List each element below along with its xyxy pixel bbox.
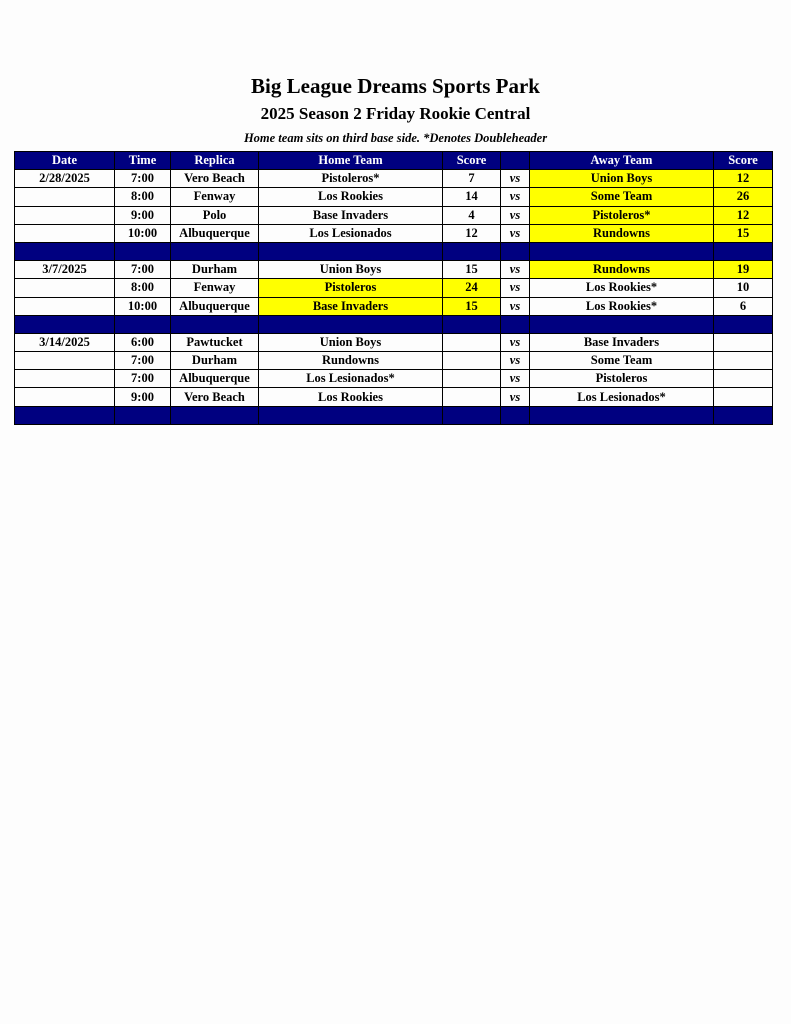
separator-cell <box>501 406 530 424</box>
table-row <box>15 206 773 224</box>
table-row <box>15 352 773 370</box>
cell-away-team: Pistoleros <box>530 370 714 388</box>
cell-date <box>15 388 115 406</box>
page-subtitle: 2025 Season 2 Friday Rookie Central <box>260 104 531 123</box>
cell-date <box>15 352 115 370</box>
cell-away-score <box>714 352 773 370</box>
separator-cell <box>443 406 501 424</box>
cell-away-team: Rundowns <box>530 261 714 279</box>
page-title: Big League Dreams Sports Park <box>251 74 540 98</box>
schedule-note: Home team sits on third base side. *Denotes Doubleheader <box>243 131 548 145</box>
cell-date <box>15 370 115 388</box>
column-header-vs <box>501 152 530 170</box>
separator-cell <box>115 406 171 424</box>
cell-time: 6:00 <box>115 333 171 351</box>
cell-vs: vs <box>501 170 530 188</box>
cell-time: 8:00 <box>115 188 171 206</box>
cell-away-team: Base Invaders <box>530 333 714 351</box>
cell-away-score <box>714 370 773 388</box>
cell-home-score <box>443 388 501 406</box>
cell-away-score: 6 <box>714 297 773 315</box>
table-row <box>15 297 773 315</box>
cell-away-team: Los Lesionados* <box>530 388 714 406</box>
separator-cell <box>115 242 171 260</box>
cell-replica: Vero Beach <box>171 388 259 406</box>
cell-away-score <box>714 333 773 351</box>
cell-vs: vs <box>501 261 530 279</box>
cell-home-score <box>443 352 501 370</box>
separator-cell <box>714 315 773 333</box>
column-header-replica: Replica <box>171 152 259 170</box>
schedule-table <box>14 151 773 425</box>
cell-date: 2/28/2025 <box>15 170 115 188</box>
separator-cell <box>259 406 443 424</box>
cell-replica: Albuquerque <box>171 370 259 388</box>
cell-home-team: Rundowns <box>259 352 443 370</box>
cell-vs: vs <box>501 297 530 315</box>
cell-home-score: 7 <box>443 170 501 188</box>
cell-replica: Fenway <box>171 279 259 297</box>
cell-away-team: Los Rookies* <box>530 279 714 297</box>
cell-vs: vs <box>501 370 530 388</box>
cell-date <box>15 188 115 206</box>
column-header-time: Time <box>115 152 171 170</box>
table-header-row <box>15 152 773 170</box>
column-header-home-team: Home Team <box>259 152 443 170</box>
cell-time: 10:00 <box>115 224 171 242</box>
cell-date: 3/7/2025 <box>15 261 115 279</box>
cell-date <box>15 297 115 315</box>
cell-home-score: 4 <box>443 206 501 224</box>
separator-cell <box>530 315 714 333</box>
cell-replica: Polo <box>171 206 259 224</box>
column-header-home-score: Score <box>443 152 501 170</box>
cell-home-score <box>443 333 501 351</box>
cell-time: 7:00 <box>115 370 171 388</box>
cell-vs: vs <box>501 279 530 297</box>
cell-away-team: Union Boys <box>530 170 714 188</box>
separator-cell <box>259 242 443 260</box>
separator-cell <box>530 406 714 424</box>
cell-vs: vs <box>501 206 530 224</box>
table-row <box>15 170 773 188</box>
cell-date <box>15 224 115 242</box>
separator-cell <box>714 242 773 260</box>
cell-date <box>15 206 115 224</box>
separator-cell <box>171 315 259 333</box>
separator-cell <box>443 242 501 260</box>
separator-cell <box>501 242 530 260</box>
separator-cell <box>259 315 443 333</box>
cell-vs: vs <box>501 333 530 351</box>
cell-home-team: Los Rookies <box>259 388 443 406</box>
separator-cell <box>15 242 115 260</box>
cell-date: 3/14/2025 <box>15 333 115 351</box>
cell-vs: vs <box>501 352 530 370</box>
separator-cell <box>530 242 714 260</box>
cell-replica: Albuquerque <box>171 297 259 315</box>
table-row <box>15 388 773 406</box>
cell-time: 7:00 <box>115 170 171 188</box>
table-row <box>15 370 773 388</box>
cell-replica: Vero Beach <box>171 170 259 188</box>
cell-home-score: 24 <box>443 279 501 297</box>
week-separator-row <box>15 406 773 424</box>
cell-home-score: 12 <box>443 224 501 242</box>
cell-vs: vs <box>501 388 530 406</box>
cell-away-team: Los Rookies* <box>530 297 714 315</box>
cell-away-score: 10 <box>714 279 773 297</box>
cell-away-team: Pistoleros* <box>530 206 714 224</box>
separator-cell <box>714 406 773 424</box>
cell-home-score: 15 <box>443 261 501 279</box>
table-row <box>15 261 773 279</box>
column-header-away-score: Score <box>714 152 773 170</box>
cell-time: 8:00 <box>115 279 171 297</box>
column-header-date: Date <box>15 152 115 170</box>
separator-cell <box>15 406 115 424</box>
week-separator-row <box>15 242 773 260</box>
cell-home-team: Los Rookies <box>259 188 443 206</box>
cell-vs: vs <box>501 188 530 206</box>
cell-away-team: Rundowns <box>530 224 714 242</box>
table-row <box>15 279 773 297</box>
cell-time: 9:00 <box>115 206 171 224</box>
cell-home-team: Union Boys <box>259 333 443 351</box>
cell-replica: Fenway <box>171 188 259 206</box>
cell-away-score: 19 <box>714 261 773 279</box>
week-separator-row <box>15 315 773 333</box>
cell-away-score: 12 <box>714 206 773 224</box>
cell-away-score <box>714 388 773 406</box>
cell-vs: vs <box>501 224 530 242</box>
cell-replica: Durham <box>171 352 259 370</box>
cell-home-score: 14 <box>443 188 501 206</box>
cell-home-score <box>443 370 501 388</box>
cell-home-team: Pistoleros* <box>259 170 443 188</box>
cell-date <box>15 279 115 297</box>
cell-home-team: Base Invaders <box>259 297 443 315</box>
cell-time: 10:00 <box>115 297 171 315</box>
separator-cell <box>443 315 501 333</box>
separator-cell <box>115 315 171 333</box>
cell-replica: Albuquerque <box>171 224 259 242</box>
table-row <box>15 333 773 351</box>
cell-time: 7:00 <box>115 352 171 370</box>
table-row <box>15 188 773 206</box>
cell-replica: Pawtucket <box>171 333 259 351</box>
schedule-body <box>15 170 773 425</box>
column-header-away-team: Away Team <box>530 152 714 170</box>
cell-away-team: Some Team <box>530 188 714 206</box>
cell-home-team: Base Invaders <box>259 206 443 224</box>
cell-home-team: Pistoleros <box>259 279 443 297</box>
cell-replica: Durham <box>171 261 259 279</box>
cell-away-score: 15 <box>714 224 773 242</box>
separator-cell <box>171 406 259 424</box>
cell-time: 7:00 <box>115 261 171 279</box>
separator-cell <box>501 315 530 333</box>
cell-away-team: Some Team <box>530 352 714 370</box>
separator-cell <box>171 242 259 260</box>
table-row <box>15 224 773 242</box>
cell-time: 9:00 <box>115 388 171 406</box>
separator-cell <box>15 315 115 333</box>
cell-away-score: 12 <box>714 170 773 188</box>
cell-away-score: 26 <box>714 188 773 206</box>
cell-home-team: Union Boys <box>259 261 443 279</box>
cell-home-team: Los Lesionados <box>259 224 443 242</box>
cell-home-score: 15 <box>443 297 501 315</box>
cell-home-team: Los Lesionados* <box>259 370 443 388</box>
